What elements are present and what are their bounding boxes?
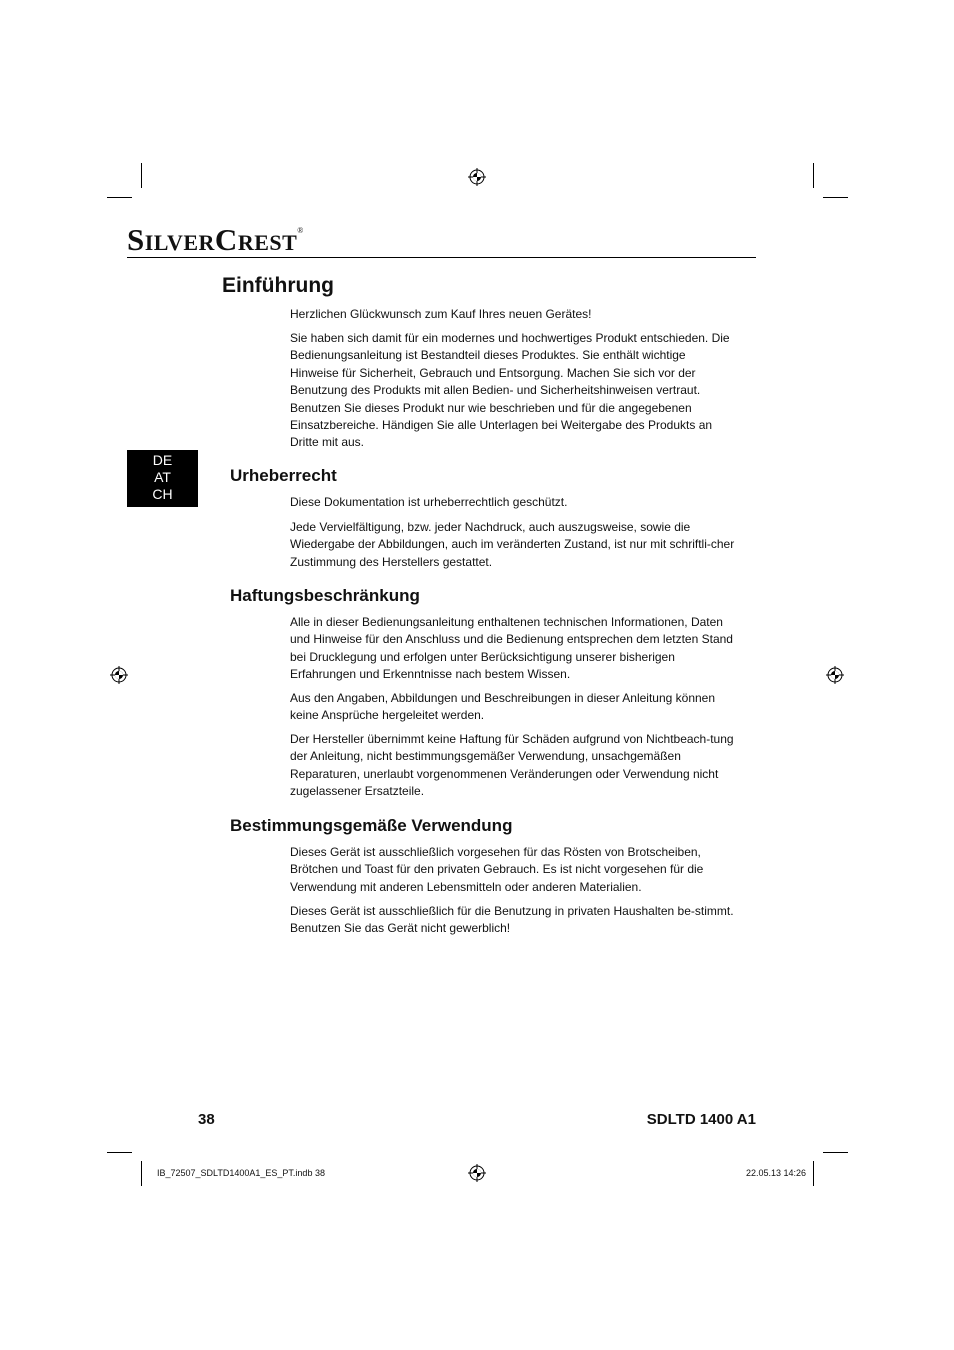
paragraph: Alle in dieser Bedienungsanleitung enthaltenen technischen Informationen, Daten und Hinweise für den Anschluss und die Bedienung entsprechen dem letzten Stand bei Drucklegung und erfolgen unter Berücksichtigung unserer bisherigen Erfahrungen und Erkenntnisse nach bestem Wissen.: [290, 615, 733, 682]
brand-logo: SILVERCREST®: [127, 222, 304, 257]
registration-mark-icon: [110, 666, 128, 684]
paragraph: Der Hersteller übernimmt keine Haftung für Schäden aufgrund von Nichtbeach-tung der Anleitung, nicht bestimmungsgemäßer Verwendung, unsachgemäßen Reparaturen, unerlaubt vorgenommenen Veränderungen oder Verwendung nicht zugelassener Ersatzteile.: [290, 732, 734, 799]
model-name: SDLTD 1400 A1: [646, 1111, 756, 1128]
crop-mark: [107, 197, 132, 198]
crop-mark: [823, 1152, 848, 1153]
paragraph: Jede Vervielfältigung, bzw. jeder Nachdruck, auch auszugsweise, sowie die Wiedergabe der Abbildungen, auch im veränderten Zustand, ist nur mit schriftli-cher Zustimmung des Herstellers gestattet.: [290, 520, 735, 569]
paragraph: Dieses Gerät ist ausschließlich vorgesehen für das Rösten von Brotscheiben, Brötchen und Toast für den privaten Gebrauch. Es ist nicht vorgesehen für die Verwendung mit anderen Lebensmitteln oder anderen Materialien.: [290, 845, 704, 894]
page-number: 38: [198, 1111, 215, 1128]
paragraph: Dieses Gerät ist ausschließlich für die Benutzung in privaten Haushalten be-stimmt. Benutzen Sie das Gerät nicht gewerblich!: [290, 904, 734, 936]
paragraph: Diese Dokumentation ist urheberrechtlich geschützt.: [290, 495, 568, 509]
language-at: AT: [154, 469, 171, 485]
print-slug-file: IB_72507_SDLTD1400A1_ES_PT.indb 38: [157, 1168, 325, 1178]
crop-mark: [813, 1161, 814, 1186]
crop-mark: [141, 163, 142, 188]
language-ch: CH: [152, 486, 173, 502]
crop-mark: [141, 1161, 142, 1186]
language-de: DE: [152, 452, 173, 468]
crop-mark: [107, 1152, 132, 1153]
header-rule: [127, 257, 756, 258]
section-heading-copyright: Urheberrecht: [230, 466, 337, 485]
section-heading-liability: Haftungsbeschränkung: [230, 586, 420, 605]
section-heading-intended-use: Bestimmungsgemäße Verwendung: [230, 816, 513, 835]
language-tab: [127, 450, 198, 507]
paragraph: Sie haben sich damit für ein modernes und hochwertiges Produkt entschieden. Die Bedienungsanleitung ist Bestandteil dieses Produktes. Sie enthält wichtige Hinweise für Sicherheit, Gebrauch und Entsorgung. Machen Sie sich vor der Benutzung des Produkts mit allen Bedien- und Sicherheitshinweisen vertraut. Benutzen Sie dieses Produkt nur wie beschrieben und für die angegebenen Einsatzbereiche. Händigen Sie alle Unterlagen bei Weitergabe des Produkts an Dritte mit aus.: [290, 331, 730, 450]
registration-mark-icon: [826, 666, 844, 684]
crop-mark: [823, 197, 848, 198]
section-heading-introduction: Einführung: [222, 274, 334, 297]
registration-mark-icon: [468, 1164, 486, 1182]
crop-mark: [813, 163, 814, 188]
print-slug-date: 22.05.13 14:26: [745, 1168, 806, 1178]
paragraph: Aus den Angaben, Abbildungen und Beschreibungen in dieser Anleitung können keine Ansprüche hergeleitet werden.: [290, 691, 716, 723]
paragraph: Herzlichen Glückwunsch zum Kauf Ihres neuen Gerätes!: [290, 307, 592, 321]
registration-mark-icon: [468, 168, 486, 186]
